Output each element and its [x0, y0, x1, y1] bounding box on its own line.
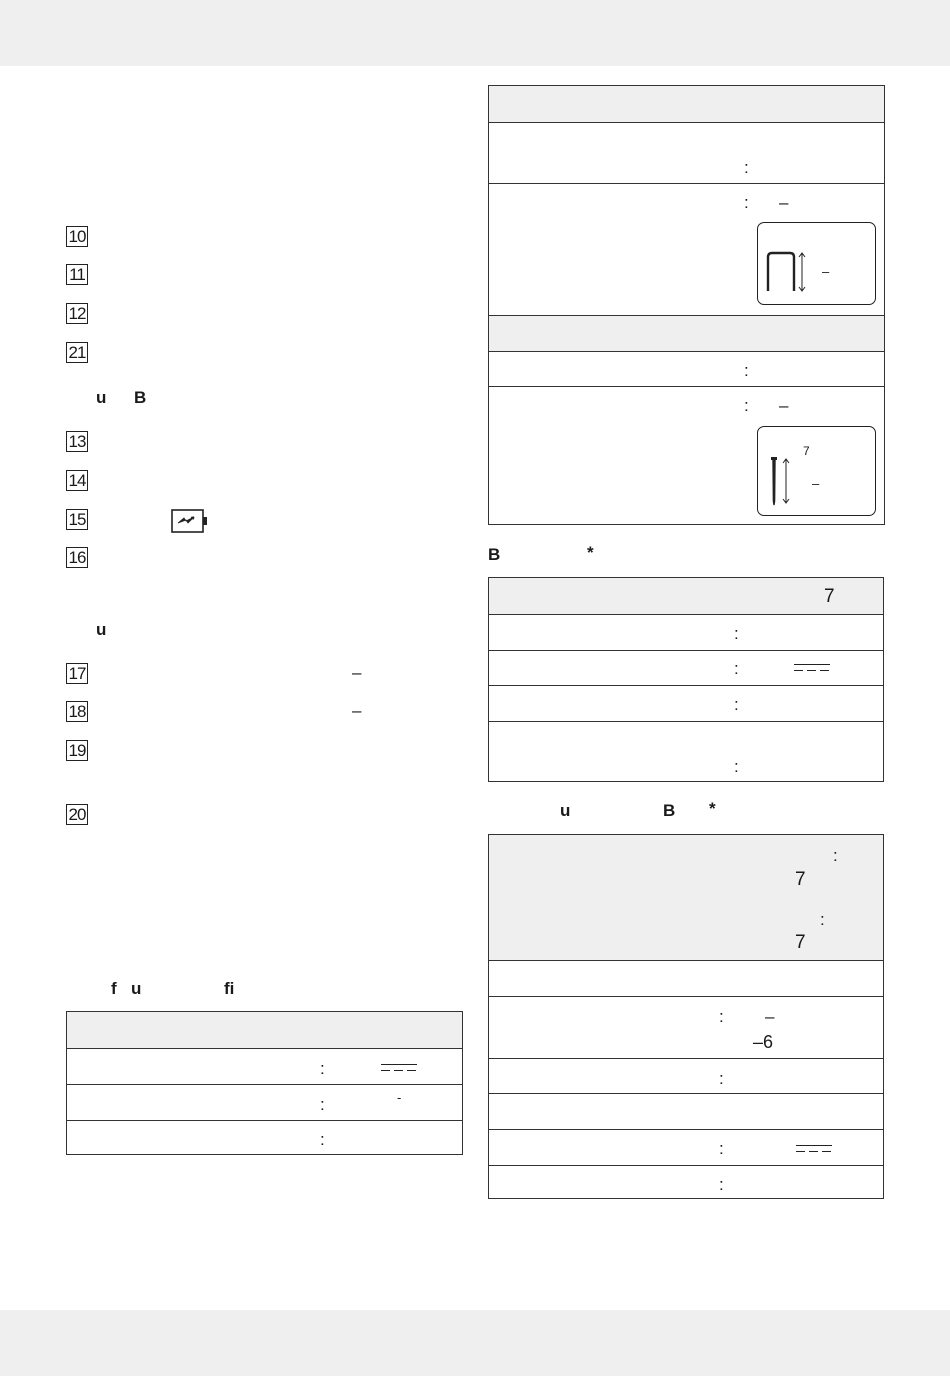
- dimension-mark: –: [812, 476, 820, 491]
- table-heading-asterisk: *: [587, 543, 594, 562]
- table-row: [489, 960, 883, 996]
- item-number-19: 19: [66, 740, 88, 761]
- colon: :: [744, 396, 749, 415]
- colon: :: [719, 1139, 724, 1158]
- right-spec-table-1: [488, 85, 885, 525]
- colon: :: [820, 910, 825, 929]
- item-number-18: 18: [66, 701, 88, 722]
- top-band: [0, 0, 950, 66]
- superscript-mark: -: [397, 1090, 402, 1105]
- nail-icon: [768, 453, 794, 509]
- table-header-row: [489, 835, 883, 960]
- dash-mark: –: [765, 1007, 775, 1026]
- colon: :: [833, 846, 838, 865]
- nail-diagram: [757, 426, 876, 516]
- left-spec-table: [66, 1011, 463, 1155]
- colon: :: [744, 158, 749, 177]
- item-number-16: 16: [66, 547, 88, 568]
- item-number-10: 10: [66, 226, 88, 247]
- staple-diagram: [757, 222, 876, 305]
- header-value: 7: [795, 869, 806, 890]
- table-header-row: [67, 1012, 462, 1048]
- colon: :: [734, 757, 739, 776]
- item-number-21: 21: [66, 342, 88, 363]
- table-row: [489, 1058, 883, 1093]
- table-row: [489, 721, 883, 782]
- direct-current-icon: [381, 1064, 417, 1074]
- table-row: [489, 614, 883, 650]
- table-header-row: [489, 578, 883, 614]
- table-subheader-row: [489, 315, 884, 351]
- dash-mark: –: [779, 193, 789, 212]
- section-heading-letter: B: [134, 388, 147, 407]
- colon: :: [719, 1007, 724, 1026]
- colon: :: [320, 1095, 325, 1114]
- table-row: [489, 1093, 883, 1129]
- item-number-14: 14: [66, 470, 88, 491]
- table-row: [489, 183, 884, 315]
- colon: :: [744, 361, 749, 380]
- table-heading-letter: u: [560, 801, 571, 820]
- colon: :: [744, 193, 749, 212]
- colon: :: [734, 624, 739, 643]
- item-number-20: 20: [66, 804, 88, 825]
- table-header-row: [489, 86, 884, 122]
- dash-mark: –: [352, 663, 362, 682]
- table-heading-letter: B: [663, 801, 676, 820]
- table-heading-letter: B: [488, 545, 501, 564]
- table-heading-asterisk: *: [709, 799, 716, 818]
- table-row: [489, 1129, 883, 1165]
- right-spec-table-3: [488, 834, 884, 1199]
- staple-icon: [764, 243, 806, 295]
- table-heading-letter: f: [111, 979, 117, 998]
- range-value: –6: [753, 1032, 774, 1052]
- item-number-12: 12: [66, 303, 88, 324]
- item-number-17: 17: [66, 663, 88, 684]
- table-row: [489, 351, 884, 386]
- direct-current-icon: [794, 664, 830, 674]
- table-row: [489, 122, 884, 183]
- table-heading-letter: u: [131, 979, 142, 998]
- colon: :: [320, 1130, 325, 1149]
- table-row: [67, 1084, 462, 1120]
- table-row: [489, 996, 883, 1058]
- header-value: 7: [795, 932, 806, 953]
- colon: :: [719, 1069, 724, 1088]
- table-heading-letter: fi: [224, 979, 235, 998]
- bottom-band: [0, 1310, 950, 1376]
- table-row: [489, 650, 883, 685]
- direct-current-icon: [796, 1145, 832, 1155]
- dash-mark: –: [352, 701, 362, 720]
- section-heading-letter: u: [96, 620, 107, 639]
- colon: :: [734, 695, 739, 714]
- table-row: [67, 1048, 462, 1084]
- item-number-11: 11: [66, 264, 88, 285]
- table-row: [489, 1165, 883, 1200]
- table-row: [489, 685, 883, 721]
- item-number-15: 15: [66, 509, 88, 530]
- header-value: 7: [824, 586, 835, 607]
- dimension-mark: –: [822, 264, 830, 279]
- colon: :: [320, 1059, 325, 1078]
- colon: :: [719, 1175, 724, 1194]
- battery-charging-icon: [170, 507, 210, 535]
- colon: :: [734, 659, 739, 678]
- item-number-13: 13: [66, 431, 88, 452]
- dimension-label: 7: [803, 444, 810, 458]
- dash-mark: –: [779, 396, 789, 415]
- right-spec-table-2: [488, 577, 884, 782]
- section-heading-letter: u: [96, 388, 107, 407]
- table-row: [489, 386, 884, 526]
- table-row: [67, 1120, 462, 1156]
